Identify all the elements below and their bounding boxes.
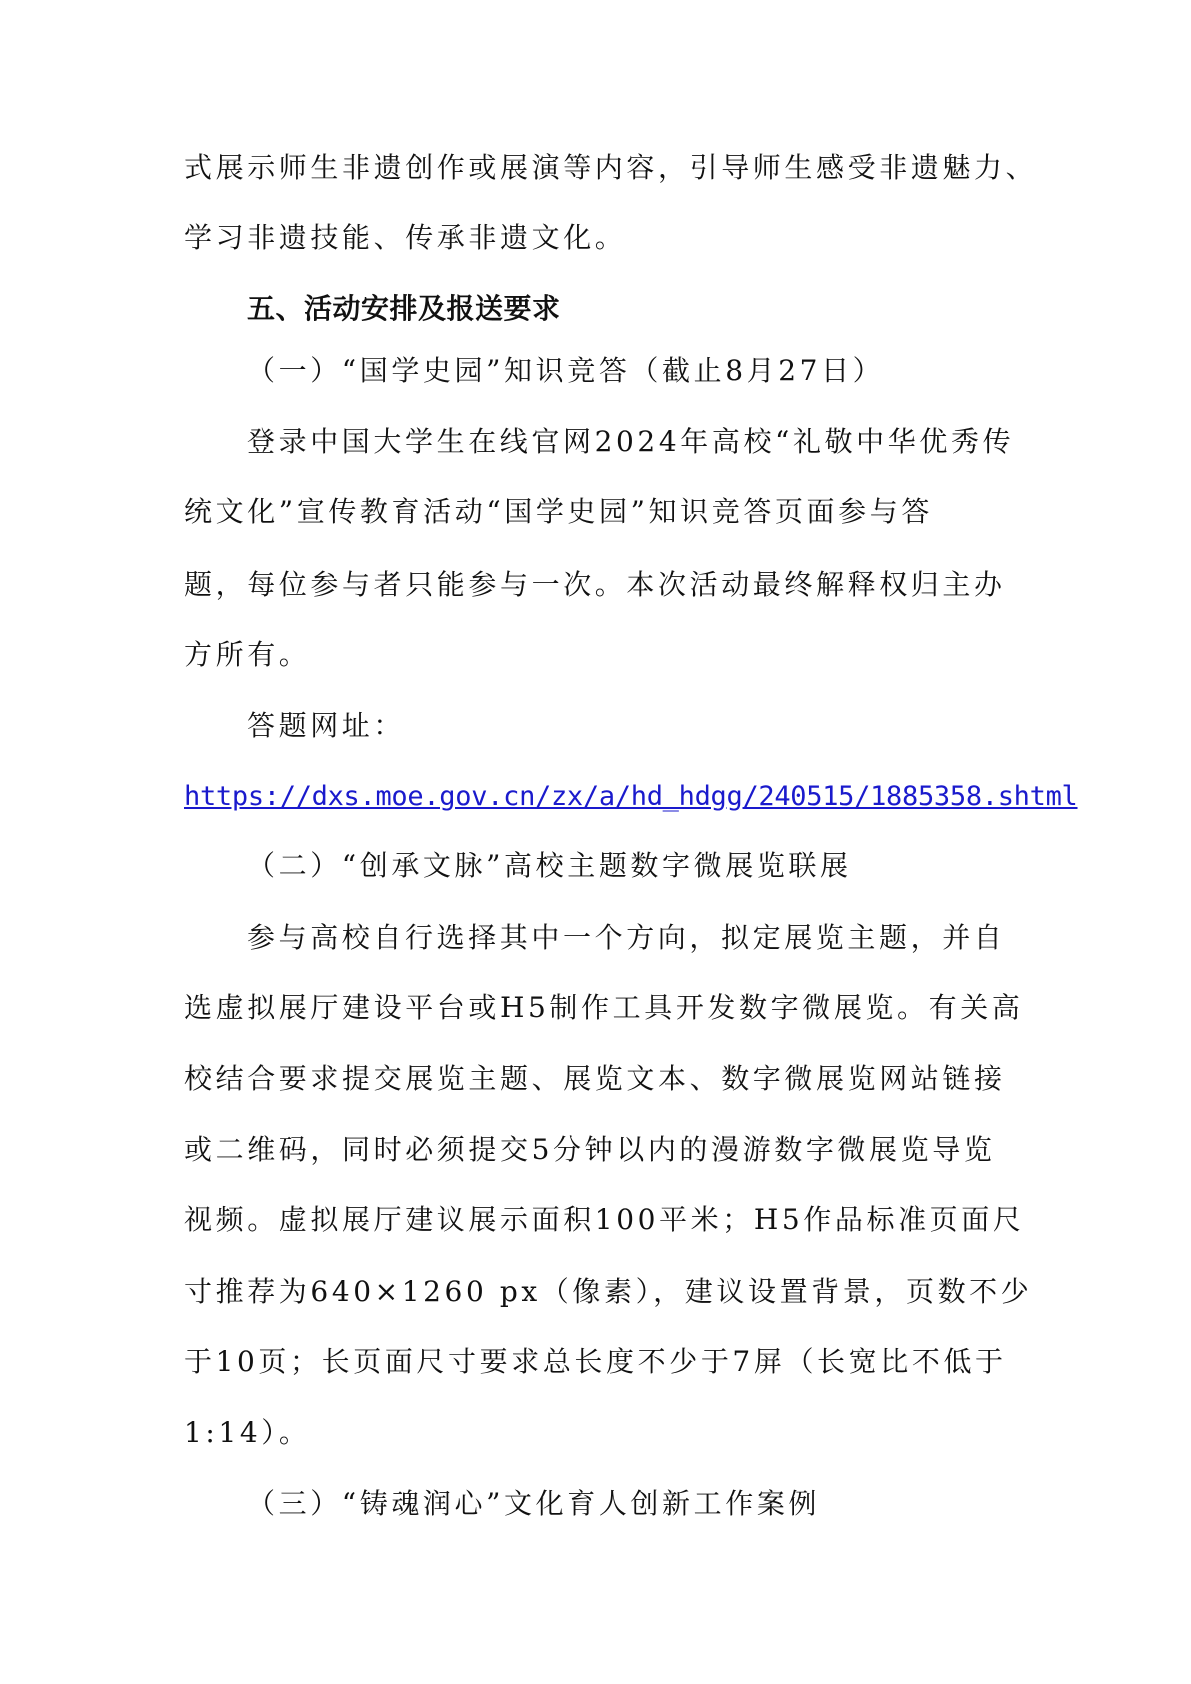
paragraph-line: 校结合要求提交展览主题、展览文本、数字微展览网站链接 <box>184 1062 1006 1095</box>
paragraph-line: 或二维码，同时必须提交5分钟以内的漫游数字微展览导览 <box>184 1133 996 1166</box>
url-label: 答题网址： <box>247 709 406 742</box>
paragraph-line: 方所有。 <box>184 638 311 671</box>
paragraph-line: 视频。虚拟展厅建议展示面积100平米；H5作品标准页面尺 <box>184 1203 1025 1236</box>
paragraph-line: 寸推荐为640×1260 px（像素），建议设置背景，页数不少 <box>184 1275 1033 1308</box>
paragraph-line: 学习非遗技能、传承非遗文化。 <box>184 221 627 254</box>
paragraph-line: 1:14）。 <box>184 1416 311 1449</box>
subsection-heading: （三）“铸魂润心”文化育人创新工作案例 <box>247 1487 821 1520</box>
paragraph-line: 登录中国大学生在线官网2024年高校“礼敬中华优秀传 <box>247 425 1015 458</box>
subsection-heading: （一）“国学史园”知识竞答（截止8月27日） <box>247 354 885 387</box>
paragraph-line: 于10页；长页面尺寸要求总长度不少于7屏（长宽比不低于 <box>184 1345 1007 1378</box>
paragraph-line: 式展示师生非遗创作或展演等内容，引导师生感受非遗魅力、 <box>184 151 1038 184</box>
section-heading: 五、活动安排及报送要求 <box>247 292 561 325</box>
subsection-heading: （二）“创承文脉”高校主题数字微展览联展 <box>247 849 852 882</box>
paragraph-line: 统文化”宣传教育活动“国学史园”知识竞答页面参与答 <box>184 495 933 528</box>
paragraph-line: 题，每位参与者只能参与一次。本次活动最终解释权归主办 <box>184 568 1006 601</box>
answer-url-link[interactable]: https://dxs.moe.gov.cn/zx/a/hd_hdgg/240515/1885358.shtml <box>184 781 1078 812</box>
paragraph-line: 选虚拟展厅建设平台或H5制作工具开发数字微展览。有关高 <box>184 991 1024 1024</box>
paragraph-line: 参与高校自行选择其中一个方向，拟定展览主题，并自 <box>247 921 1006 954</box>
